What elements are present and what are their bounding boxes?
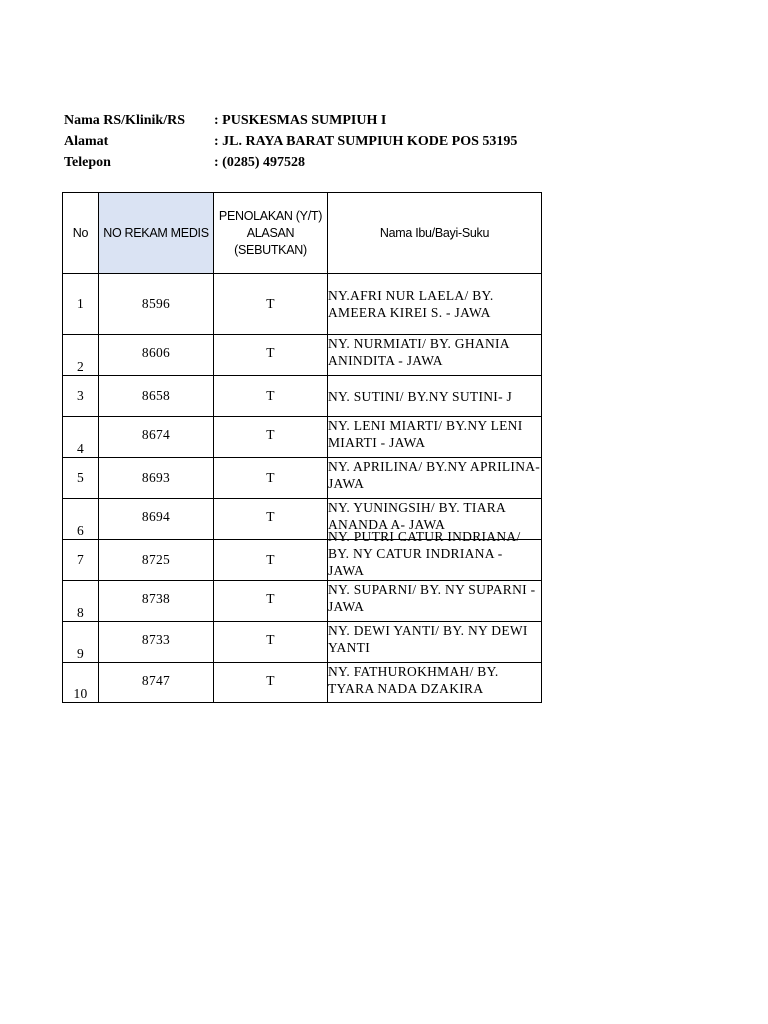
- nama-cell: [328, 529, 542, 581]
- nama-text: NY. SUTINI/ BY.NY SUTINI- J: [328, 388, 513, 404]
- rekam-medis-cell: 8733: [99, 622, 214, 663]
- table-row: [63, 663, 542, 703]
- row-number: 8: [63, 581, 99, 622]
- table-row: [63, 335, 542, 376]
- row-number: 7: [63, 540, 99, 581]
- address-label: Alamat: [64, 134, 109, 149]
- penolakan-cell: T: [214, 417, 328, 458]
- table-row: [63, 376, 542, 417]
- table-row: [63, 622, 542, 663]
- penolakan-cell: T: [214, 458, 328, 499]
- penolakan-cell: T: [214, 499, 328, 540]
- nama-cell: [328, 581, 542, 622]
- rekam-medis-cell: 8674: [99, 417, 214, 458]
- rekam-medis-cell: 8694: [99, 499, 214, 540]
- rekam-medis-cell: 8747: [99, 663, 214, 703]
- nama-cell: [328, 335, 542, 376]
- nama-text: NY. LENI MIARTI/ BY.NY LENI MIARTI - JAWA: [328, 418, 523, 450]
- row-number: 9: [63, 622, 99, 663]
- nama-text: NY. APRILINA/ BY.NY APRILINA- JAWA: [328, 459, 541, 491]
- penolakan-cell: T: [214, 376, 328, 417]
- facility-name-row: [64, 110, 544, 131]
- nama-cell: [328, 458, 542, 499]
- nama-text: NY. SUPARNI/ BY. NY SUPARNI - JAWA: [328, 582, 536, 614]
- facility-name-value: : PUSKESMAS SUMPIUH I: [214, 113, 387, 128]
- nama-cell: [328, 417, 542, 458]
- facility-info: [64, 110, 544, 173]
- table-row: [63, 274, 542, 335]
- nama-text: NY. FATHUROKHMAH/ BY. TYARA NADA DZAKIRA: [328, 664, 499, 696]
- row-number: 4: [63, 417, 99, 458]
- address-value: : JL. RAYA BARAT SUMPIUH KODE POS 53195: [214, 134, 518, 149]
- penolakan-cell: T: [214, 335, 328, 376]
- nama-text: NY.AFRI NUR LAELA/ BY. AMEERA KIREI S. - JAWA: [328, 288, 494, 320]
- penolakan-cell: T: [214, 622, 328, 663]
- nama-text: NY. NURMIATI/ BY. GHANIA ANINDITA - JAWA: [328, 336, 510, 368]
- nama-cell: [328, 376, 542, 417]
- table-header-row: [63, 193, 542, 274]
- table-row: [63, 581, 542, 622]
- table-row: [63, 417, 542, 458]
- row-number: 1: [63, 274, 99, 335]
- column-header-nama: Nama Ibu/Bayi-Suku: [328, 193, 542, 274]
- table-row: [63, 458, 542, 499]
- rekam-medis-cell: 8725: [99, 540, 214, 581]
- rekam-medis-cell: 8693: [99, 458, 214, 499]
- nama-cell: [328, 274, 542, 335]
- rekam-medis-cell: 8658: [99, 376, 214, 417]
- nama-cell: [328, 663, 542, 703]
- row-number: 2: [63, 335, 99, 376]
- table-row: [63, 540, 542, 581]
- rekam-medis-cell: 8596: [99, 274, 214, 335]
- penolakan-cell: T: [214, 581, 328, 622]
- penolakan-cell: T: [214, 540, 328, 581]
- nama-cell: [328, 622, 542, 663]
- patient-register-table: [62, 192, 542, 703]
- penolakan-cell: T: [214, 663, 328, 703]
- column-header-penolakan: PENOLAKAN (Y/T) ALASAN (SEBUTKAN): [214, 193, 328, 274]
- nama-text: NY. YUNINGSIH/ BY. TIARA ANANDA A- JAWA: [328, 500, 506, 532]
- address-row: [64, 131, 544, 152]
- row-number: 3: [63, 376, 99, 417]
- row-number: 5: [63, 458, 99, 499]
- row-number: 6: [63, 499, 99, 540]
- facility-name-label: Nama RS/Klinik/RS: [64, 113, 185, 128]
- nama-text: NY. DEWI YANTI/ BY. NY DEWI YANTI: [328, 623, 528, 655]
- phone-value: : (0285) 497528: [214, 155, 305, 170]
- column-header-rekam-medis: NO REKAM MEDIS: [99, 193, 214, 274]
- column-header-no: No: [63, 193, 99, 274]
- rekam-medis-cell: 8738: [99, 581, 214, 622]
- row-number: 10: [63, 663, 99, 703]
- nama-text: NY. PUTRI CATUR INDRIANA/ BY. NY CATUR INDRIANA - JAWA: [328, 529, 521, 578]
- rekam-medis-cell: 8606: [99, 335, 214, 376]
- phone-label: Telepon: [64, 155, 111, 170]
- penolakan-cell: T: [214, 274, 328, 335]
- phone-row: [64, 152, 544, 173]
